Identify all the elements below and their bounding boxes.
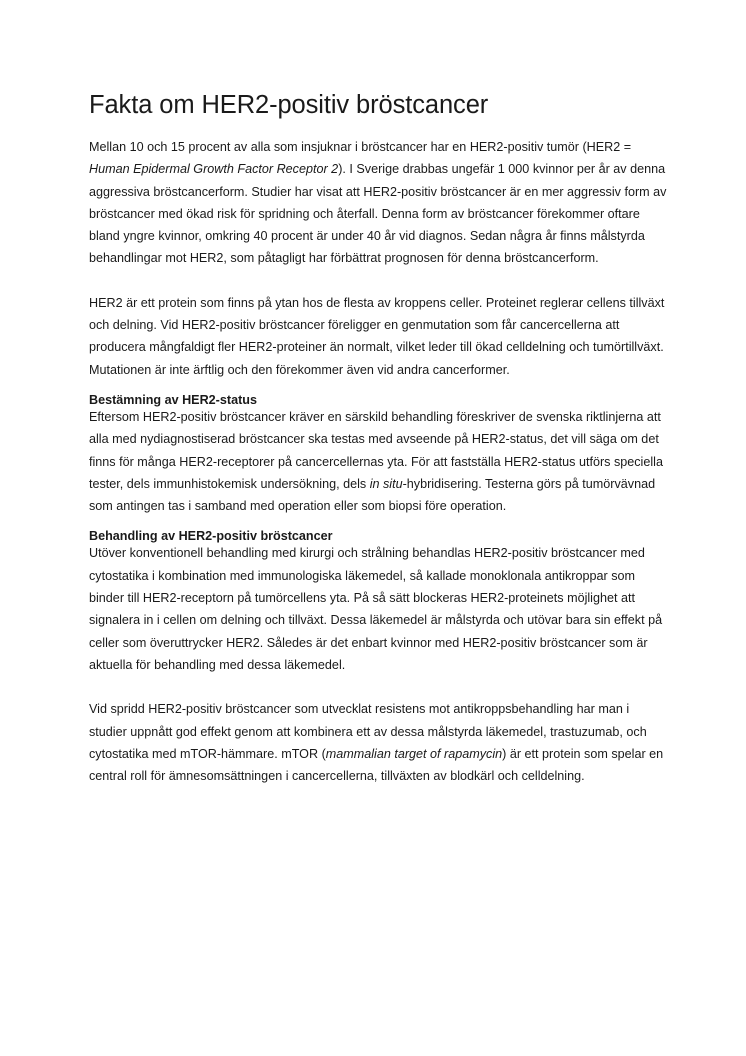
intro-paragraph-2: HER2 är ett protein som finns på ytan hos de flesta av kroppens celler. Proteinet reglerar cellens tillväxt och delning. Vid HER2-positiv bröstcancer föreligger en genmutation som får cancercellerna att producera mångfaldigt fler HER2-proteiner än normalt, vilket leder till ökad celldelning och tumörtillväxt. Mutationen är inte ärftlig och den förekommer även vid andra cancerformer. [89, 295, 665, 377]
document-page [89, 88, 669, 787]
mtor-expansion: mammalian target of rapamycin [325, 746, 503, 761]
treatment-paragraph-1: Utöver konventionell behandling med kirurgi och strålning behandlas HER2-positiv bröstcancer med cytostatika i kombination med immunologiska läkemedel, så kallade monoklonala antikroppar som binder till HER2-receptorn på tumörcellens yta. På så sätt blockeras HER2-proteinets möjlighet att signalera in i cellen om delning och tillväxt. Dessa läkemedel är målstyrda och utövar bara sin effekt på celler som överuttrycker HER2. Således är det enbart kvinnor med HER2-positiv bröstcancer som är aktuella för behandling med dessa läkemedel. [89, 546, 663, 672]
paragraph-spacer [89, 270, 669, 292]
section-spacer [89, 517, 669, 529]
page-title: Fakta om HER2-positiv bröstcancer [89, 91, 489, 119]
intro-text-part-2: ). I Sverige drabbas ungefär 1 000 kvinnor per år av denna aggressiva bröstcancerform. Studier har visat att HER2-positiv bröstcancer är en mer aggressiv form av bröstcancer med ökad risk för spridning och återfall. Denna form av bröstcancer förekommer oftare bland yngre kvinnor, omkring 40 procent är under 40 år vid diagnos. Sedan några år finns målstyrda behandlingar mot HER2, som påtagligt har förbättrat prognosen för denna bröstcancerform. [89, 162, 667, 266]
treatment-text-part-2: ) är ett protein som spelar en central roll för ämnesomsättningen i cancercellerna, tillväxten av blodkärl och celldelning. [89, 746, 664, 784]
treatment-text-part-1: Vid spridd HER2-positiv bröstcancer som utvecklat resistens mot antikroppsbehandling har man i studier uppnått god effekt genom att kombinera ett av dessa målstyrda läkemedel, trastuzumab, och cytostatika med mTOR-hämmare. mTOR ( [89, 702, 647, 761]
intro-paragraph-1 [89, 136, 669, 270]
treatment-paragraph-2 [89, 698, 669, 787]
in-situ-term: in situ [369, 476, 403, 491]
her2-expansion: Human Epidermal Growth Factor Receptor 2 [89, 162, 339, 177]
status-text-part-1: Eftersom HER2-positiv bröstcancer kräver en särskild behandling föreskriver de svenska riktlinjerna att alla med nydiagnostiserad bröstcancer ska testas med avseende på HER2-status, det vill säga om det finns för många HER2-receptorer på cancercellernas yta. För att fastställa HER2-status utförs speciella tester, dels immunhistokemisk undersökning, dels [89, 409, 663, 491]
section-spacer [89, 381, 669, 393]
status-text-part-2: -hybridisering. Testerna görs på tumörvävnad som antingen tas i samband med operation eller som biopsi före operation. [89, 476, 656, 514]
section-heading-status: Bestämning av HER2-status [89, 392, 257, 407]
paragraph-spacer [89, 676, 669, 698]
section-heading-treatment: Behandling av HER2-positiv bröstcancer [89, 529, 333, 544]
status-paragraph [89, 406, 669, 517]
intro-text-part-1: Mellan 10 och 15 procent av alla som insjuknar i bröstcancer har en HER2-positiv tumör (HER2 = [89, 140, 632, 154]
